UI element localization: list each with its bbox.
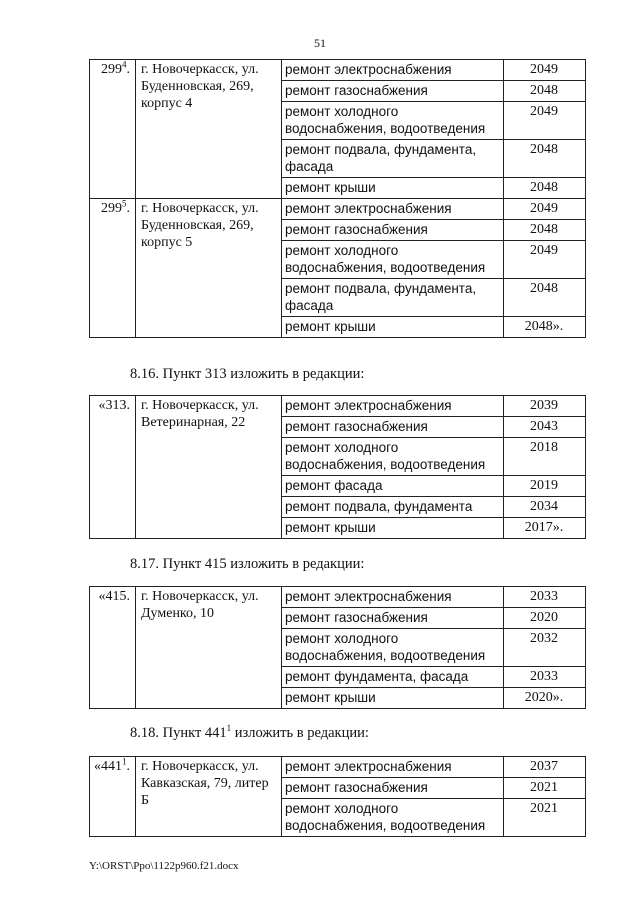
table-row <box>90 396 586 417</box>
year-cell: 2048 <box>504 81 586 102</box>
item-number: «415. <box>98 589 130 604</box>
year-cell: 2049 <box>504 102 586 140</box>
work-type-cell: ремонт электроснабжения <box>282 587 504 608</box>
address-cell: г. Новочеркасск, ул. Думенко, 10 <box>136 587 282 709</box>
work-type-cell: ремонт фундамента, фасада <box>282 667 504 688</box>
item-number: «441 <box>94 759 122 774</box>
year-cell: 2021 <box>504 778 586 799</box>
superscript: 1 <box>226 723 232 734</box>
year-cell: 2033 <box>504 587 586 608</box>
table-row <box>90 60 586 81</box>
item-number-superscript: 5 <box>122 198 127 209</box>
table-row <box>90 757 586 778</box>
work-type-cell: ремонт газоснабжения <box>282 417 504 438</box>
work-type-cell: ремонт холодного водоснабжения, водоотведения <box>282 629 504 667</box>
works-table <box>89 756 586 837</box>
year-cell: 2048». <box>504 317 586 338</box>
work-type-cell: ремонт подвала, фундамента <box>282 497 504 518</box>
paragraph-text: изложить в редакции: <box>231 725 369 741</box>
year-cell: 2048 <box>504 140 586 178</box>
work-type-cell: ремонт подвала, фундамента, фасада <box>282 140 504 178</box>
item-number-cell <box>90 60 136 199</box>
work-type-cell: ремонт холодного водоснабжения, водоотведения <box>282 241 504 279</box>
address-cell: г. Новочеркасск, ул. Кавказская, 79, литер Б <box>136 757 282 837</box>
year-cell: 2017». <box>504 518 586 539</box>
work-type-cell: ремонт холодного водоснабжения, водоотведения <box>282 438 504 476</box>
work-type-cell: ремонт холодного водоснабжения, водоотведения <box>282 799 504 837</box>
paragraph <box>130 556 364 573</box>
work-type-cell: ремонт электроснабжения <box>282 757 504 778</box>
year-cell: 2020». <box>504 688 586 709</box>
work-type-cell: ремонт крыши <box>282 317 504 338</box>
address-cell: г. Новочеркасск, ул. Буденновская, 269, корпус 5 <box>136 199 282 338</box>
work-type-cell: ремонт крыши <box>282 178 504 199</box>
work-type-cell: ремонт крыши <box>282 688 504 709</box>
year-cell: 2048 <box>504 279 586 317</box>
work-type-cell: ремонт фасада <box>282 476 504 497</box>
year-cell: 2034 <box>504 497 586 518</box>
item-number: «313. <box>98 398 130 413</box>
year-cell: 2048 <box>504 220 586 241</box>
item-number-superscript: 4 <box>122 59 127 70</box>
item-number: 299 <box>101 62 122 77</box>
works-table <box>89 59 586 338</box>
work-type-cell: ремонт электроснабжения <box>282 396 504 417</box>
table-row <box>90 199 586 220</box>
paragraph-text: 8.17. Пункт 415 изложить в редакции: <box>130 556 365 572</box>
paragraph <box>130 366 364 383</box>
year-cell: 2048 <box>504 178 586 199</box>
work-type-cell: ремонт электроснабжения <box>282 60 504 81</box>
year-cell: 2032 <box>504 629 586 667</box>
item-number-cell <box>90 199 136 338</box>
year-cell: 2018 <box>504 438 586 476</box>
work-type-cell: ремонт газоснабжения <box>282 220 504 241</box>
year-cell: 2037 <box>504 757 586 778</box>
year-cell: 2049 <box>504 60 586 81</box>
item-number-suffix: . <box>126 759 130 774</box>
item-number-cell <box>90 587 136 709</box>
page-number: 51 <box>314 36 326 50</box>
work-type-cell: ремонт подвала, фундамента, фасада <box>282 279 504 317</box>
work-type-cell: ремонт газоснабжения <box>282 81 504 102</box>
year-cell: 2019 <box>504 476 586 497</box>
works-table <box>89 395 586 539</box>
address-cell: г. Новочеркасск, ул. Ветеринарная, 22 <box>136 396 282 539</box>
paragraph-text: 8.16. Пункт 313 изложить в редакции: <box>130 366 365 382</box>
table-row <box>90 587 586 608</box>
year-cell: 2021 <box>504 799 586 837</box>
item-number-suffix: . <box>126 62 130 77</box>
work-type-cell: ремонт электроснабжения <box>282 199 504 220</box>
item-number-cell <box>90 396 136 539</box>
year-cell: 2020 <box>504 608 586 629</box>
year-cell: 2049 <box>504 241 586 279</box>
paragraph-text: 8.18. Пункт 441 <box>130 725 227 741</box>
year-cell: 2049 <box>504 199 586 220</box>
work-type-cell: ремонт крыши <box>282 518 504 539</box>
file-path-footer: Y:\ORST\Ppo\1122p960.f21.docx <box>89 860 239 872</box>
work-type-cell: ремонт холодного водоснабжения, водоотведения <box>282 102 504 140</box>
item-number-suffix: . <box>126 201 130 216</box>
item-number-superscript: 1 <box>122 756 127 767</box>
item-number: 299 <box>101 201 122 216</box>
work-type-cell: ремонт газоснабжения <box>282 608 504 629</box>
paragraph <box>130 725 369 742</box>
year-cell: 2039 <box>504 396 586 417</box>
work-type-cell: ремонт газоснабжения <box>282 778 504 799</box>
year-cell: 2043 <box>504 417 586 438</box>
year-cell: 2033 <box>504 667 586 688</box>
address-cell: г. Новочеркасск, ул. Буденновская, 269, корпус 4 <box>136 60 282 199</box>
works-table <box>89 586 586 709</box>
item-number-cell <box>90 757 136 837</box>
